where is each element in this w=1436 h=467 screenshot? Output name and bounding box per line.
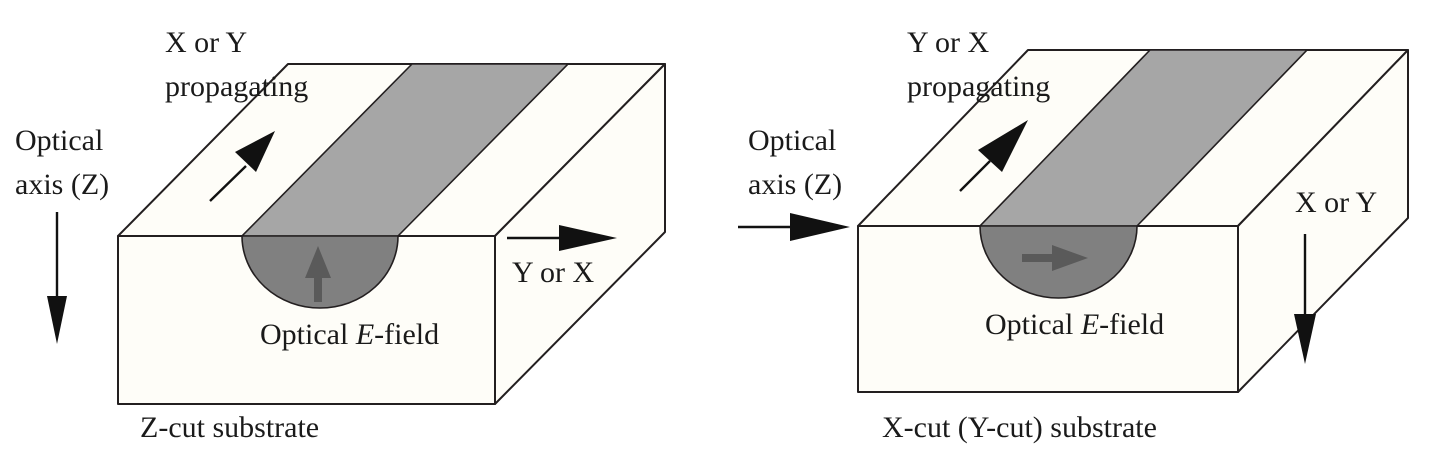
optical-axis-label-line2: axis (Z) (15, 168, 110, 201)
optical-axis-label-line1: Optical (15, 124, 104, 157)
x-cut-diagram (738, 26, 1408, 444)
e-field-label: Optical E-field (985, 308, 1165, 341)
optical-axis-label-line1: Optical (748, 124, 837, 157)
side-axis-label: X or Y (1295, 186, 1378, 219)
optical-axis-arrow (47, 212, 67, 344)
propagation-label-line1: Y or X (907, 26, 990, 59)
substrate-caption: X-cut (Y-cut) substrate (882, 411, 1157, 444)
optical-axis-arrow (738, 213, 850, 241)
optical-axis-label-line2: axis (Z) (748, 168, 843, 201)
e-field-label: Optical E-field (260, 318, 440, 351)
propagation-label-line2: propagating (165, 70, 309, 103)
z-cut-diagram (15, 26, 665, 444)
substrate-caption: Z-cut substrate (140, 411, 320, 444)
propagation-label-line1: X or Y (165, 26, 248, 59)
propagation-label-line2: propagating (907, 70, 1051, 103)
side-axis-label: Y or X (512, 256, 595, 289)
